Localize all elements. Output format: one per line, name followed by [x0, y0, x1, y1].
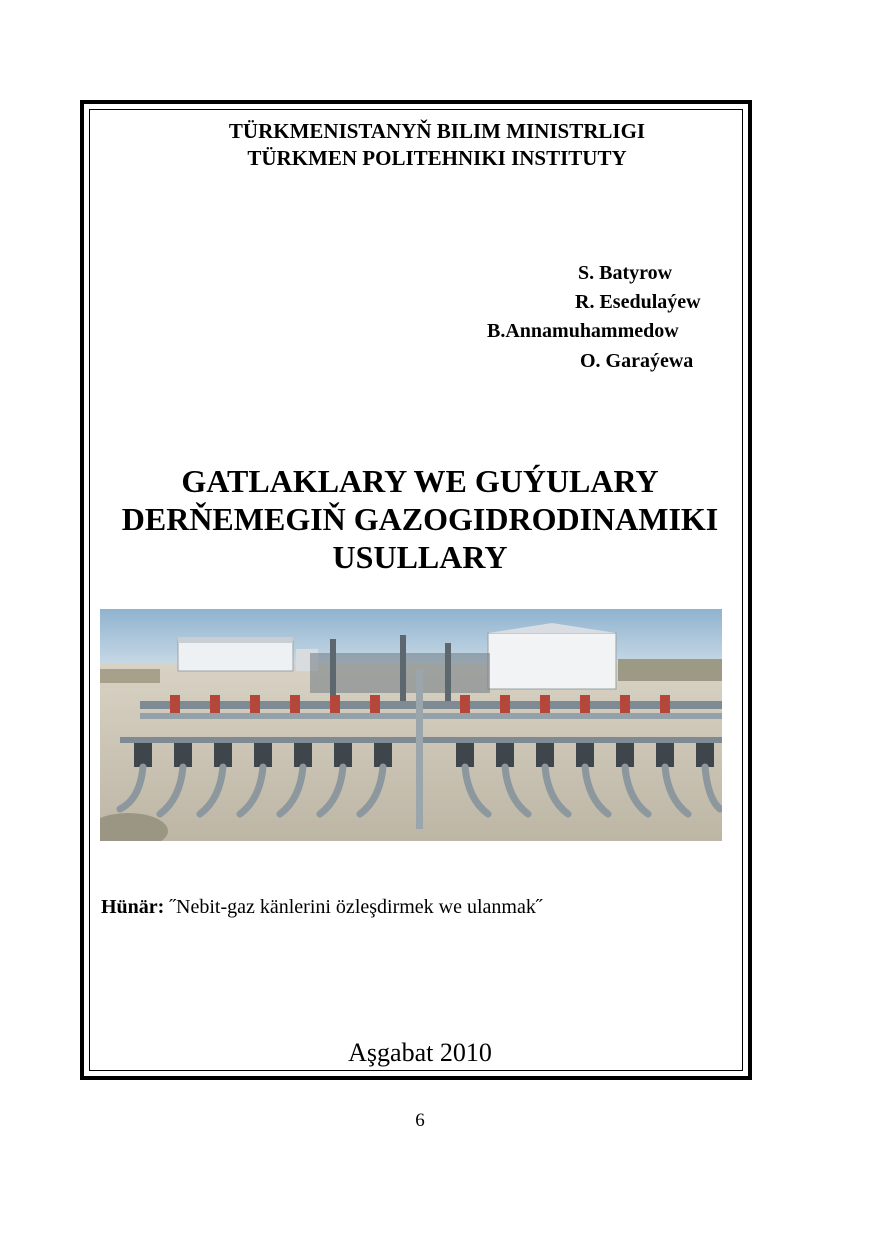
author-list [0, 262, 874, 382]
title-line: GATLAKLARY WE GUÝULARY [181, 463, 659, 499]
institute-name: TÜRKMEN POLITEHNIKI INSTITUTY [247, 146, 627, 170]
cover-photo [100, 609, 722, 841]
institution-header [0, 118, 874, 172]
book-title [0, 462, 840, 576]
author-name: O. Garaýewa [580, 350, 694, 372]
gas-wellhead-manifold-photo-icon [100, 609, 722, 841]
author-name: S. Batyrow [578, 262, 673, 284]
speciality-line [101, 896, 543, 919]
speciality-value: ˝Nebit-gaz känlerini özleşdirmek we ulanmak˝ [169, 896, 543, 918]
city-year: Aşgabat 2010 [348, 1038, 492, 1067]
page-number: 6 [415, 1110, 425, 1131]
author-name: R. Esedulaýew [575, 291, 701, 313]
author-name: B.Annamuhammedow [487, 320, 679, 342]
cover-frame-inner [89, 109, 743, 1071]
ministry-name: TÜRKMENISTANYŇ BILIM MINISTRLIGI [228, 119, 646, 143]
title-line: DERŇEMEGIŇ GAZOGIDRODINAMIKI [121, 501, 719, 537]
speciality-label: Hünär: [101, 896, 165, 918]
cover-frame [80, 100, 752, 1080]
title-line: USULLARY [332, 539, 508, 575]
